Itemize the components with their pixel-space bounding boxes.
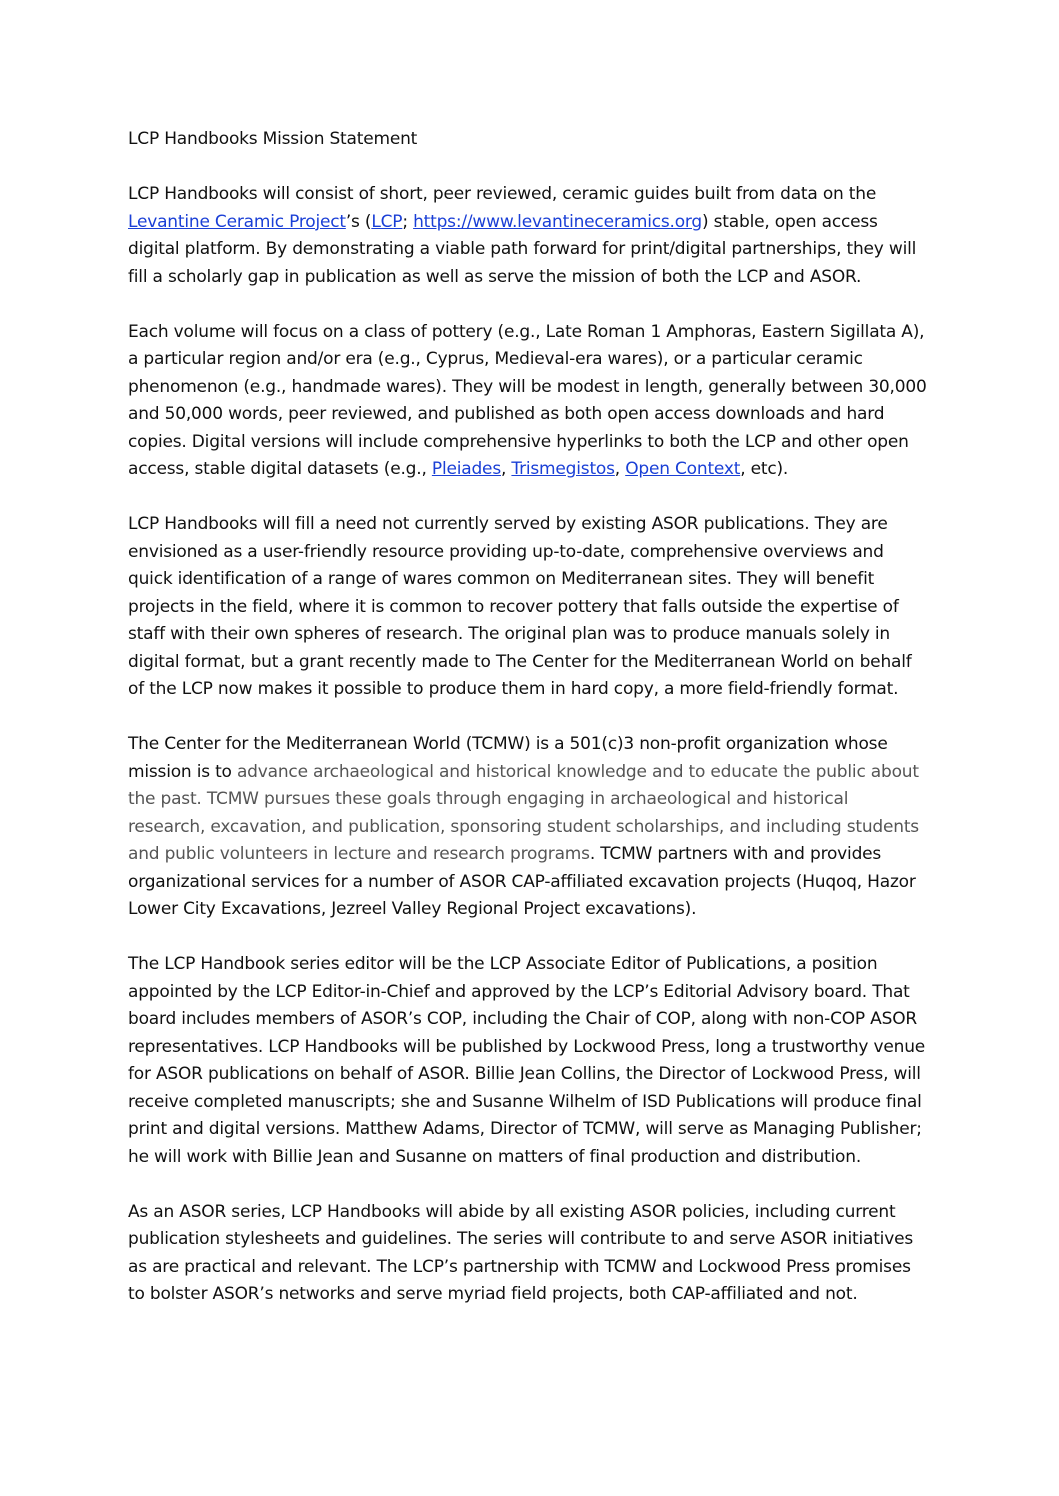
paragraph-tcmw: [128, 731, 928, 924]
text-span: . TCMW partners with and provides organizational services for a number of ASOR CAP-affiliated excavation projects (Huqoq, Hazor Lower City Excavations, Jezreel Valley Regional Project excavations).: [128, 844, 916, 919]
link-lcp[interactable]: LCP: [371, 211, 403, 232]
text-span: Each volume will focus on a class of pottery (e.g., Late Roman 1 Amphoras, Eastern Sigillata A), a particular region and/or era (e.g., Cyprus, Medieval-era wares), or a particular ceramic phenomenon (e.g., handmade wares). They will be modest in length, generally between 30,000 and 50,000 words, peer reviewed, and published as both open access downloads and hard copies. Digital versions will include comprehensive hyperlinks to both the LCP and other open access, stable digital datasets (e.g.,: [128, 321, 927, 479]
paragraph-intro: [128, 181, 928, 291]
link-levantine-ceramic-project[interactable]: Levantine Ceramic Project: [128, 211, 346, 232]
paragraph-editor: The LCP Handbook series editor will be the LCP Associate Editor of Publications, a position appointed by the LCP Editor-in-Chief and approved by the LCP’s Editorial Advisory board. That board includes members of ASOR’s COP, including the Chair of COP, along with non-COP ASOR representatives. LCP Handbooks will be published by Lockwood Press, long a trustworthy venue for ASOR publications on behalf of ASOR. Billie Jean Collins, the Director of Lockwood Press, will receive completed manuscripts; she and Susanne Wilhelm of ISD Publications will produce final print and digital versions. Matthew Adams, Director of TCMW, will serve as Managing Publisher; he will work with Billie Jean and Susanne on matters of final production and distribution.: [128, 954, 926, 1167]
quoted-mission-text: advance archaeological and historical knowledge and to educate the public about the past. TCMW pursues these goals through engaging in archaeological and historical research, excavation, and publication, sponsoring student scholarships, and including students and public volunteers in lecture and research programs: [128, 761, 919, 864]
text-span: LCP Handbooks will consist of short, peer reviewed, ceramic guides built from data on the: [128, 184, 877, 204]
paragraph-volumes: [128, 319, 928, 484]
text-span: ) stable, open access digital platform. By demonstrating a viable path forward for print/digital partnerships, they will fill a scholarly gap in publication as well as serve the mission of both the LCP and ASOR.: [128, 211, 917, 287]
text-span: ;: [402, 211, 414, 232]
link-pleiades[interactable]: Pleiades: [431, 459, 501, 479]
link-trismegistos[interactable]: Trismegistos: [511, 459, 615, 479]
link-open-context[interactable]: Open Context: [625, 459, 741, 479]
text-span: The Center for the Mediterranean World (TCMW) is a 501(c)3 non-profit organization whose mission is to: [128, 734, 888, 782]
paragraph-need: LCP Handbooks will fill a need not currently served by existing ASOR publications. They are envisioned as a user-friendly resource providing up-to-date, comprehensive overviews and quick identification of a range of wares common on Mediterranean sites. They will benefit projects in the field, where it is common to recover pottery that falls outside the expertise of staff with their own spheres of research. The original plan was to produce manuals solely in digital format, but a grant recently made to The Center for the Mediterranean World on behalf of the LCP now makes it possible to produce them in hard copy, a more field-friendly format.: [128, 514, 912, 699]
link-levantineceramics-url[interactable]: https://www.levantineceramics.org: [413, 211, 703, 232]
text-span: , etc).: [740, 459, 789, 479]
text-span: ,: [500, 459, 512, 479]
page-title: LCP Handbooks Mission Statement: [128, 129, 418, 149]
text-span: ,: [614, 459, 626, 479]
text-span: ’s (: [345, 211, 372, 232]
paragraph-asor-series: As an ASOR series, LCP Handbooks will abide by all existing ASOR policies, including current publication stylesheets and guidelines. The series will contribute to and serve ASOR initiatives as are practical and relevant. The LCP’s partnership with TCMW and Lockwood Press promises to bolster ASOR’s networks and serve myriad field projects, both CAP-affiliated and not.: [128, 1201, 913, 1304]
document-page: [128, 126, 928, 1336]
